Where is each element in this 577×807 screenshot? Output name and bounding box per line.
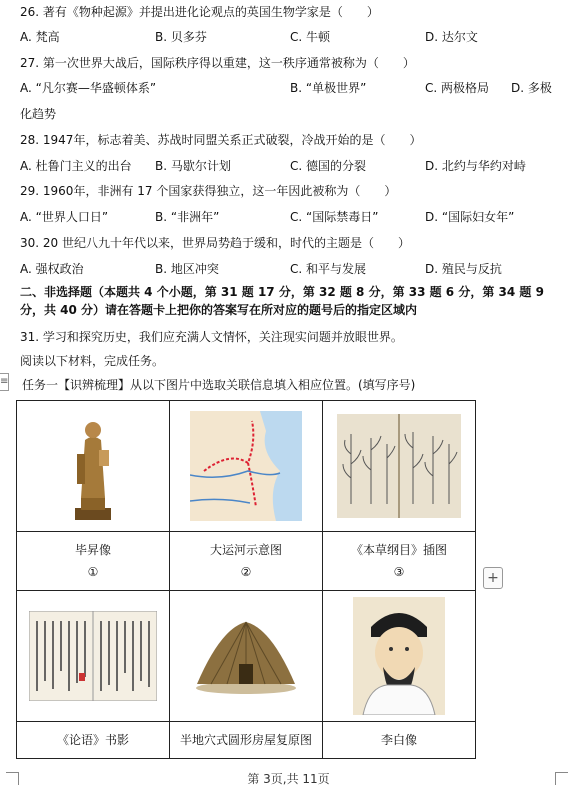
- herb-book-image-cell: [323, 401, 476, 532]
- image-grid: [16, 400, 476, 759]
- herb-caption: 《本草纲目》插图: [350, 543, 447, 557]
- portrait-image: [353, 597, 445, 715]
- question-28-option-d: D. 北约与华约对峙: [425, 159, 526, 173]
- question-29-option-b: B. “非洲年”: [155, 210, 220, 224]
- question-30-option-d: D. 殖民与反抗: [425, 262, 502, 276]
- hut-caption-cell: [170, 722, 323, 759]
- canal-map-image-cell: [170, 401, 323, 532]
- question-29-option-c: C. “国际禁毒日”: [290, 210, 379, 224]
- page-footer: 第 3页,共 11页: [247, 772, 330, 786]
- task-one-instruction: 任务一【识辨梳理】从以下图片中选取关联信息填入相应位置。(填写序号): [22, 378, 416, 392]
- question-30-stem: 30. 20 世纪八九十年代以来，世界局势趋于缓和，时代的主题是（ ）: [20, 236, 410, 250]
- herb-caption-cell: [323, 532, 476, 591]
- question-27-option-b: B. “单极世界”: [290, 81, 367, 95]
- statue-caption: 毕昇像: [74, 543, 111, 557]
- herb-book-image: [337, 414, 461, 518]
- hut-image: [191, 614, 301, 698]
- question-27-continuation: 化趋势: [20, 107, 57, 121]
- question-28-option-b: B. 马歇尔计划: [155, 159, 231, 173]
- question-28-stem: 28. 1947年，标志着美、苏战时同盟关系正式破裂，冷战开始的是（ ）: [20, 133, 422, 147]
- question-27-option-d: D. 多极: [511, 81, 552, 95]
- question-27-stem: 27. 第一次世界大战后，国际秩序得以重建，这一秩序通常被称为（ ）: [20, 56, 415, 70]
- portrait-caption-cell: [323, 722, 476, 759]
- canal-map-image: [190, 411, 302, 521]
- question-30-option-b: B. 地区冲突: [155, 262, 219, 276]
- read-instruction: 阅读以下材料，完成任务。: [20, 354, 165, 368]
- portrait-caption: 李白像: [380, 733, 417, 747]
- statue-image-cell: [17, 401, 170, 532]
- question-30-option-a: A. 强权政治: [20, 262, 84, 276]
- question-29-option-d: D. “国际妇女年”: [425, 210, 515, 224]
- question-26-option-c: C. 牛顿: [290, 30, 331, 44]
- canal-number: ②: [240, 565, 252, 579]
- add-button[interactable]: +: [483, 567, 503, 589]
- question-26-option-a: A. 梵高: [20, 30, 60, 44]
- statue-caption-cell: [17, 532, 170, 591]
- question-27-option-c: C. 两极格局: [425, 81, 490, 95]
- book-image: [29, 611, 157, 701]
- statue-image: [63, 410, 123, 522]
- margin-handle[interactable]: ≡: [0, 373, 9, 391]
- question-29-stem: 29. 1960年，非洲有 17 个国家获得独立，这一年因此被称为（ ）: [20, 184, 397, 198]
- herb-number: ③: [393, 565, 405, 579]
- book-caption-cell: [17, 722, 170, 759]
- question-30-option-c: C. 和平与发展: [290, 262, 367, 276]
- book-image-cell: [17, 591, 170, 722]
- hut-image-cell: [170, 591, 323, 722]
- statue-number: ①: [87, 565, 99, 579]
- section-title: 二、非选择题（本题共 4 个小题，第 31 题 17 分，第 32 题 8 分，第 33 题 6 分，第 34 题 9 分，共 40 分）请在答题卡上把你的答案写在所对应的题号后的指定区域内: [20, 285, 544, 317]
- book-caption: 《论语》书影: [56, 733, 129, 747]
- question-27-option-a: A. “凡尔赛—华盛顿体系”: [20, 81, 157, 95]
- question-29-option-a: A. “世界人口日”: [20, 210, 109, 224]
- question-28-option-a: A. 杜鲁门主义的出台: [20, 159, 132, 173]
- canal-caption: 大运河示意图: [209, 543, 282, 557]
- question-31-intro: 31. 学习和探究历史，我们应充满人文情怀，关注现实问题并放眼世界。: [20, 330, 403, 344]
- question-26-stem: 26. 著有《物种起源》并提出进化论观点的英国生物学家是（ ）: [20, 5, 379, 19]
- question-28-option-c: C. 德国的分裂: [290, 159, 367, 173]
- question-26-option-b: B. 贝多芬: [155, 30, 207, 44]
- canal-caption-cell: [170, 532, 323, 591]
- question-26-option-d: D. 达尔文: [425, 30, 478, 44]
- hut-caption: 半地穴式圆形房屋复原图: [179, 733, 312, 747]
- portrait-image-cell: [323, 591, 476, 722]
